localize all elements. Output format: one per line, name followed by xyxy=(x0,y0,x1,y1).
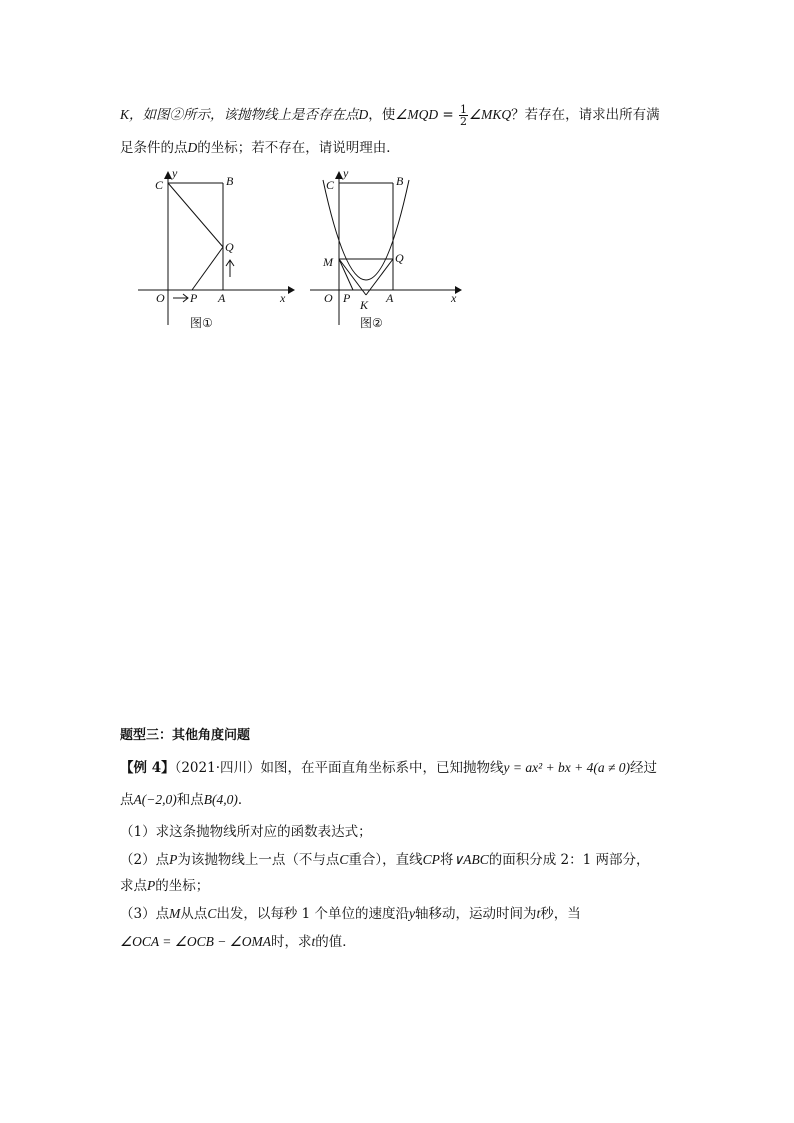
question-2-line-2 xyxy=(120,876,209,896)
text-segment: 和点 xyxy=(176,792,204,808)
text-segment: 足条件的点 xyxy=(120,140,188,156)
label-k: K xyxy=(360,298,369,312)
variable-t: t xyxy=(311,934,316,949)
point-k-label: K，如图②所示，该抛物线上是否存在点 xyxy=(120,107,359,122)
point-c: C xyxy=(339,852,349,867)
label-p: P xyxy=(343,291,351,305)
axis-y: y xyxy=(409,906,416,921)
text-segment: ． xyxy=(237,792,252,808)
label-c: C xyxy=(326,178,335,192)
label-b: B xyxy=(226,174,234,188)
question-3-line-1 xyxy=(120,904,581,924)
angle-equation: ∠OCA = ∠OCB − ∠OMA xyxy=(120,934,272,949)
text-segment: 的坐标； xyxy=(155,878,210,894)
point-a: A(−2,0) xyxy=(133,792,177,807)
text-segment: 经过 xyxy=(630,760,658,776)
text-segment: 的坐标；若不存在，请说明理由． xyxy=(197,140,400,156)
label-o: O xyxy=(324,291,333,305)
text-segment: 出发，以每秒 1 个单位的速度沿 xyxy=(216,906,410,922)
question-2-line-1 xyxy=(120,850,650,870)
label-y: y xyxy=(172,166,178,180)
segment-cq xyxy=(168,183,223,247)
example-line-1 xyxy=(120,758,657,778)
question-3-line-2 xyxy=(120,932,356,952)
fraction-numerator: 1 xyxy=(460,103,468,116)
figure-2 xyxy=(305,165,475,340)
label-c: C xyxy=(155,178,164,192)
text-segment: 将 xyxy=(439,852,454,868)
point-c: C xyxy=(207,906,217,921)
label-o: O xyxy=(156,291,165,305)
problem-line-1 xyxy=(120,104,660,127)
question-1: （1）求这条抛物线所对应的函数表达式； xyxy=(120,824,372,840)
text-segment: 点 xyxy=(120,792,134,808)
line-cp: CP xyxy=(422,852,440,867)
label-p: P xyxy=(190,291,198,305)
fraction-denominator: 2 xyxy=(460,115,468,128)
text-segment: 时，求 xyxy=(271,934,312,950)
y-axis-arrow xyxy=(335,171,343,179)
example-line-2 xyxy=(120,790,251,810)
angle-mkq: ∠MKQ xyxy=(469,107,512,122)
parabola-equation: y = ax² + bx + 4(a ≠ 0) xyxy=(503,760,631,775)
text-segment: 的面积分成 2：1 两部分， xyxy=(488,852,650,868)
example-source: （2021·四川） xyxy=(174,760,261,776)
text-segment: 重合），直线 xyxy=(348,852,423,868)
x-axis-arrow xyxy=(288,286,295,294)
equals-sign: = xyxy=(438,107,459,123)
label-a: A xyxy=(218,291,226,305)
text-segment: 如图，在平面直角坐标系中，已知抛物线 xyxy=(260,760,504,776)
point-d-label: D xyxy=(358,107,369,122)
text-segment: 轴移动，运动时间为 xyxy=(415,906,537,922)
text-segment: 的值． xyxy=(315,934,356,950)
example-tag: 【例 4】 xyxy=(120,760,175,776)
label-m: M xyxy=(323,255,333,269)
triangle-abc: ∨ABC xyxy=(453,852,489,867)
angle-mqd: ∠MQD xyxy=(395,107,439,122)
text-segment: 秒，当 xyxy=(540,906,581,922)
point-p: P xyxy=(147,878,156,893)
problem-line-2 xyxy=(120,138,400,158)
figure-1 xyxy=(130,165,300,340)
y-axis-arrow xyxy=(164,171,172,179)
figure-1-caption: 图① xyxy=(190,316,213,330)
section-title: 题型三：其他角度问题 xyxy=(120,728,251,743)
label-b: B xyxy=(396,174,404,188)
segment-qp xyxy=(192,247,223,290)
text-segment: （2）点 xyxy=(120,852,170,868)
point-m: M xyxy=(169,906,181,921)
text-segment: ？若存在，请求出所有满 xyxy=(511,107,660,123)
text-segment: 从点 xyxy=(180,906,208,922)
point-b: B(4,0) xyxy=(203,792,238,807)
label-a: A xyxy=(386,291,394,305)
label-x: x xyxy=(280,291,286,305)
label-y: y xyxy=(343,166,349,180)
point-d-label: D xyxy=(187,140,198,155)
point-p: P xyxy=(169,852,178,867)
text-segment: （3）点 xyxy=(120,906,170,922)
fraction-one-half xyxy=(459,104,468,127)
text-segment: 为该抛物线上一点（不与点 xyxy=(177,852,340,868)
text-segment: ，使 xyxy=(368,107,396,123)
figure-2-caption: 图② xyxy=(360,316,383,330)
label-q: Q xyxy=(395,251,404,265)
parabola xyxy=(323,180,409,280)
label-q: Q xyxy=(225,240,234,254)
variable-t: t xyxy=(536,906,541,921)
text-segment: 求点 xyxy=(120,878,147,894)
label-x: x xyxy=(451,291,457,305)
